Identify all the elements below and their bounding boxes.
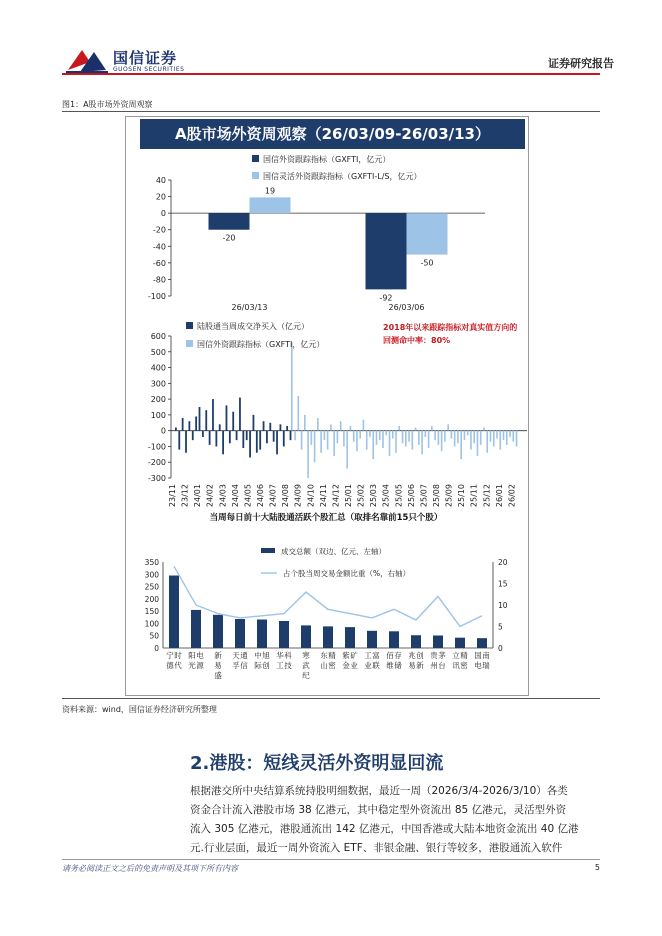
x-tick-label: 24/09	[293, 484, 303, 508]
bar	[169, 576, 179, 648]
x-tick-label: 密	[460, 661, 468, 670]
bar	[188, 421, 190, 430]
x-tick-label: 25/09	[444, 484, 454, 508]
bar	[199, 407, 201, 431]
bar	[402, 431, 404, 444]
bar	[283, 431, 285, 447]
figure-bottom-rule	[62, 698, 600, 699]
page-number: 5	[594, 863, 600, 872]
x-tick-label: 25/03	[369, 484, 379, 508]
y-tick-label: 40	[155, 176, 166, 185]
bar	[185, 431, 187, 453]
bar	[350, 426, 352, 431]
x-tick-label: 存	[394, 651, 402, 660]
bar	[405, 431, 407, 447]
y-tick-label-right: 5	[498, 622, 503, 632]
y-tick-label-left: 350	[144, 558, 159, 567]
bar	[455, 638, 465, 648]
bar	[343, 431, 345, 447]
bar	[213, 615, 223, 648]
x-tick-label: 佰	[386, 651, 394, 660]
bar	[428, 431, 430, 448]
footer-divider	[62, 859, 600, 860]
bar	[215, 431, 217, 447]
bar	[434, 431, 436, 440]
bar	[433, 635, 443, 648]
bar	[454, 431, 456, 447]
bar	[493, 431, 495, 447]
legend-swatch	[252, 172, 259, 179]
x-tick-label: 联	[372, 661, 380, 670]
bar	[366, 213, 407, 289]
bar	[229, 431, 231, 444]
bar	[249, 431, 251, 458]
y-tick-label-left: 0	[154, 644, 159, 653]
legend-swatch	[186, 340, 193, 347]
footer-disclaimer: 请务必阅读正文之后的免责声明及其项下所有内容	[62, 864, 238, 873]
bar	[503, 431, 505, 440]
bar	[438, 431, 440, 445]
bar	[421, 431, 423, 455]
x-tick-label: 24/05	[243, 484, 253, 508]
bar	[460, 431, 462, 459]
x-tick-label: 国	[474, 651, 482, 660]
x-tick-label: 25/01	[344, 484, 353, 508]
y-tick-label-right: 0	[498, 644, 503, 653]
x-tick-label: 23/12	[180, 484, 190, 508]
x-tick-label: 讯	[452, 661, 460, 670]
bar	[486, 431, 488, 453]
bar	[236, 431, 238, 440]
bar	[490, 431, 492, 442]
x-tick-label: 24/04	[230, 484, 240, 508]
bar	[327, 431, 329, 450]
bar	[379, 431, 381, 440]
x-tick-label: 立	[452, 651, 460, 660]
bar	[294, 431, 296, 440]
x-tick-label: 源	[196, 661, 204, 670]
x-tick-label: 光	[188, 661, 196, 670]
x-tick-label: 工	[364, 651, 372, 660]
bar	[407, 213, 448, 254]
bar	[212, 399, 214, 431]
bar	[345, 627, 355, 648]
x-tick-label: 宁	[166, 651, 174, 660]
bar	[209, 213, 250, 230]
bar	[307, 431, 309, 478]
bar	[470, 431, 472, 450]
y-tick-label: -100	[147, 292, 166, 301]
bar	[323, 626, 333, 648]
x-tick-label: 中	[254, 651, 262, 660]
header-divider	[62, 73, 600, 75]
x-tick-label: 23/11	[168, 484, 177, 508]
bar	[509, 431, 511, 437]
bar	[480, 431, 482, 445]
figure-banner: A股市场外资周观察（26/03/09-26/03/13）	[140, 119, 525, 149]
x-tick-label: 际	[254, 661, 262, 670]
bar	[382, 431, 384, 448]
bar	[473, 431, 475, 444]
chart-top-stocks	[125, 540, 527, 692]
x-tick-label: 精	[328, 651, 336, 660]
bar	[363, 420, 365, 431]
bar	[499, 431, 501, 450]
bar	[182, 418, 184, 431]
x-tick-label: 金	[342, 661, 350, 670]
y-tick-label: 200	[150, 395, 166, 405]
x-tick-label: 武	[302, 661, 310, 670]
y-tick-label: -200	[147, 458, 166, 468]
bar	[340, 421, 342, 430]
paragraph-line: 资金合计流入港股市场 38 亿港元，其中稳定型外资流出 85 亿港元，灵活型外资	[190, 804, 567, 816]
x-tick-label: 矿	[350, 651, 358, 660]
x-tick-label: 南	[482, 651, 490, 660]
bar	[477, 431, 479, 456]
x-tick-label: 业	[350, 661, 358, 670]
bar	[353, 431, 355, 442]
x-tick-label: 新	[416, 661, 424, 670]
y-tick-label-left: 250	[144, 582, 159, 592]
y-tick-label-left: 100	[144, 619, 159, 629]
x-tick-label: 孚	[232, 661, 240, 670]
chart-weekly-gxfti	[125, 150, 527, 318]
x-tick-label: 25/05	[394, 484, 404, 508]
y-tick-label-left: 150	[144, 607, 159, 617]
bar	[369, 431, 371, 437]
bar	[317, 418, 319, 431]
bar	[366, 431, 368, 450]
x-tick-label: 信	[240, 661, 248, 670]
x-tick-label: 德	[166, 661, 174, 670]
x-tick-label: 电	[196, 651, 204, 660]
bar	[324, 431, 326, 440]
legend-label: 成交总额（双边、亿元、左轴）	[281, 547, 386, 556]
x-tick-label: 紫	[342, 651, 350, 660]
bar	[441, 431, 443, 452]
bar	[242, 431, 244, 448]
bar	[408, 431, 410, 442]
x-tick-label: 24/11	[318, 484, 328, 508]
y-tick-label-left: 200	[144, 594, 159, 604]
data-label: -20	[222, 233, 236, 243]
legend-label: 国信灵活外资跟踪指标（GXFTI-L/S，亿元）	[263, 172, 422, 181]
bar	[269, 423, 271, 431]
x-tick-label: 业	[364, 661, 372, 670]
x-tick-label: 24/12	[331, 484, 341, 508]
bar	[301, 625, 311, 648]
logo-name-en: GUOSEN SECURITIES	[113, 66, 185, 73]
x-tick-label: 时	[174, 651, 182, 660]
x-tick-label: 纪	[302, 671, 310, 680]
paragraph-line: 流入 305 亿港元，港股通流出 142 亿港元，中国香港或大陆本地资金流出 40 亿港	[190, 823, 579, 835]
x-tick-label: 科	[284, 651, 292, 660]
bar	[273, 431, 275, 442]
bar	[250, 197, 291, 213]
y-tick-label: 0	[160, 426, 166, 436]
bar	[304, 415, 306, 431]
x-tick-label: 24/01	[193, 484, 203, 508]
x-tick-label: 东	[320, 651, 328, 660]
bar	[195, 416, 197, 430]
y-tick-label: 100	[150, 410, 166, 420]
bar	[311, 431, 313, 445]
bar	[314, 431, 316, 463]
bar	[290, 431, 292, 440]
report-type: 证券研究报告	[548, 57, 614, 70]
bar	[235, 619, 245, 648]
x-tick-label: 精	[460, 651, 468, 660]
bar	[222, 431, 224, 455]
bar	[516, 431, 518, 447]
x-tick-label: 瑞	[482, 661, 490, 670]
x-tick-label: 州	[430, 661, 438, 670]
bar	[280, 424, 282, 430]
bar	[398, 426, 400, 431]
bar	[506, 431, 508, 445]
data-label: -50	[420, 258, 434, 268]
y-tick-label: -20	[152, 225, 166, 235]
x-tick-label: 茅	[438, 651, 446, 660]
y-tick-label-right: 15	[498, 579, 508, 589]
bar	[276, 431, 278, 455]
bar	[239, 398, 241, 431]
annotation-line: 回测命中率：80%	[383, 336, 451, 345]
x-tick-label: 24/07	[268, 484, 278, 508]
bar	[457, 431, 459, 444]
bar	[395, 431, 397, 453]
x-tick-label: 创	[416, 651, 424, 660]
x-tick-label: 24/08	[281, 484, 291, 508]
legend-swatch	[261, 548, 275, 553]
bar	[464, 431, 466, 440]
bar	[359, 431, 361, 439]
bar	[253, 415, 255, 431]
x-tick-label: 阳	[188, 651, 196, 660]
bar	[320, 431, 322, 453]
x-tick-label: 兆	[408, 651, 416, 660]
chart-history-gxfti	[125, 318, 527, 508]
x-tick-label: 易	[214, 661, 222, 670]
x-tick-label: 寒	[302, 651, 310, 660]
legend-label: 陆股通当周成交净买入（亿元）	[197, 322, 309, 331]
data-label: -92	[379, 293, 393, 303]
bar	[389, 431, 391, 456]
bar	[346, 431, 348, 469]
bar	[425, 431, 427, 437]
logo-name-cn: 国信证券	[113, 49, 178, 67]
x-tick-label: 山	[320, 661, 328, 670]
bar	[178, 431, 180, 450]
x-tick-label: 代	[174, 661, 182, 670]
bar	[266, 431, 268, 444]
x-tick-label: 旭	[262, 651, 270, 660]
y-tick-label: 0	[160, 209, 166, 219]
x-tick-label: 25/07	[419, 484, 429, 508]
x-tick-label: 24/06	[256, 484, 265, 508]
x-tick-label: 25/02	[356, 484, 366, 508]
bar	[376, 431, 378, 445]
x-tick-label: 维	[386, 661, 394, 670]
x-tick-label: 创	[262, 661, 270, 670]
legend-label: 占个股当周交易金额比重（%，右轴）	[283, 569, 411, 578]
section-title: 2.港股：短线灵活外资明显回流	[190, 753, 444, 774]
bar	[330, 424, 332, 430]
figure-label: 图1：A股市场外资周观察	[62, 100, 153, 109]
y-tick-label: 500	[150, 347, 166, 357]
x-tick-label: 25/10	[457, 484, 467, 508]
data-label: 19	[264, 186, 276, 196]
bar	[389, 631, 399, 648]
legend-swatch	[252, 155, 259, 162]
figure-source: 资料来源：wind，国信证券经济研究所整理	[62, 705, 217, 714]
bar	[415, 428, 417, 431]
y-tick-label: 20	[155, 192, 166, 202]
paragraph-line: 元.行业层面，最近一周外资流入 ETF、非银金融、银行等较多，港股通流入软件	[190, 842, 563, 854]
x-tick-label: 25/11	[469, 484, 479, 508]
y-tick-label: -60	[152, 258, 166, 268]
y-tick-label: 300	[150, 379, 166, 389]
x-tick-label: 25/12	[482, 484, 492, 508]
x-tick-label: 通	[240, 651, 248, 660]
x-tick-label: 易	[408, 661, 416, 670]
x-tick-label: 天	[232, 651, 240, 660]
x-tick-label: 盛	[214, 671, 222, 680]
bar	[191, 610, 201, 648]
bar	[257, 619, 267, 648]
bar	[202, 431, 204, 437]
bar	[226, 405, 228, 430]
bar	[367, 631, 377, 648]
bar	[444, 431, 446, 442]
x-tick-label: 华	[276, 651, 284, 660]
bar	[412, 431, 414, 450]
y-tick-label: -300	[147, 474, 166, 483]
bar	[286, 426, 288, 431]
x-tick-label: 25/08	[432, 484, 441, 508]
legend-label: 国信外资跟踪指标（GXFTI，亿元）	[197, 340, 325, 349]
x-tick-label: 25/06	[406, 484, 416, 508]
figure-top-rule	[62, 111, 600, 112]
x-tick-label: 26/02	[507, 484, 517, 508]
y-tick-label-left: 50	[149, 631, 159, 641]
bar	[431, 426, 433, 431]
x-tick-label: 密	[328, 661, 336, 670]
bar	[447, 424, 449, 430]
bar	[256, 431, 258, 453]
bar	[301, 431, 303, 450]
x-tick-label: 工	[276, 661, 284, 670]
bar	[219, 424, 221, 430]
x-tick-label: 贵	[430, 651, 438, 660]
y-tick-label: 400	[150, 363, 166, 373]
x-tick-label: 技	[284, 661, 292, 670]
bar	[205, 410, 207, 431]
bar	[259, 431, 261, 450]
x-tick-label: 24/02	[205, 484, 215, 508]
bar	[411, 635, 421, 648]
bar	[192, 431, 194, 440]
bar	[263, 421, 265, 430]
chart3-title: 当周每日前十大陆股通活跃个股汇总（取排名靠前15只个股）	[209, 513, 443, 523]
x-tick-label: 富	[372, 651, 380, 660]
section-paragraph	[190, 782, 600, 858]
bar	[385, 431, 387, 436]
bar	[451, 431, 453, 439]
x-tick-label: 26/03/06	[388, 303, 425, 312]
x-tick-label: 电	[474, 661, 482, 670]
y-tick-label-right: 20	[498, 558, 508, 567]
bar	[512, 431, 514, 442]
x-tick-label: 26/01	[494, 484, 504, 508]
bar	[337, 431, 339, 444]
bar	[477, 638, 487, 648]
bar	[333, 431, 335, 456]
annotation-line: 2018年以来跟踪指标对真实值方向的	[383, 323, 518, 332]
bar	[232, 412, 234, 431]
bar	[418, 431, 420, 445]
bar	[291, 342, 293, 430]
bar	[209, 431, 211, 445]
x-tick-label: 储	[394, 661, 402, 670]
bar	[372, 431, 374, 459]
bar	[467, 431, 469, 436]
bar	[175, 428, 177, 431]
paragraph-line: 根据港交所中央结算系统持股明细数据，最近一周（2026/3/4-2026/3/10）各类	[190, 785, 568, 797]
x-tick-label: 新	[214, 651, 222, 660]
y-tick-label: -80	[152, 275, 166, 285]
x-tick-label: 24/10	[306, 484, 316, 508]
y-tick-label-left: 300	[144, 570, 159, 580]
bar	[392, 431, 394, 439]
x-tick-label: 台	[438, 661, 446, 670]
bar	[298, 396, 300, 431]
legend-label: 国信外资跟踪指标（GXFTI，亿元）	[263, 155, 391, 164]
y-tick-label-right: 10	[498, 601, 508, 610]
bar	[483, 428, 485, 431]
x-tick-label: 24/03	[218, 484, 228, 508]
legend-swatch	[186, 322, 193, 329]
bar	[246, 431, 248, 440]
bar	[496, 431, 498, 439]
bar	[356, 431, 358, 452]
x-tick-label: 25/04	[381, 484, 391, 508]
y-tick-label: -40	[152, 242, 166, 252]
y-tick-label: -100	[147, 442, 166, 452]
logo	[64, 44, 110, 76]
x-tick-label: 26/03/13	[231, 303, 268, 312]
bar	[279, 621, 289, 648]
y-tick-label: 600	[150, 332, 166, 341]
